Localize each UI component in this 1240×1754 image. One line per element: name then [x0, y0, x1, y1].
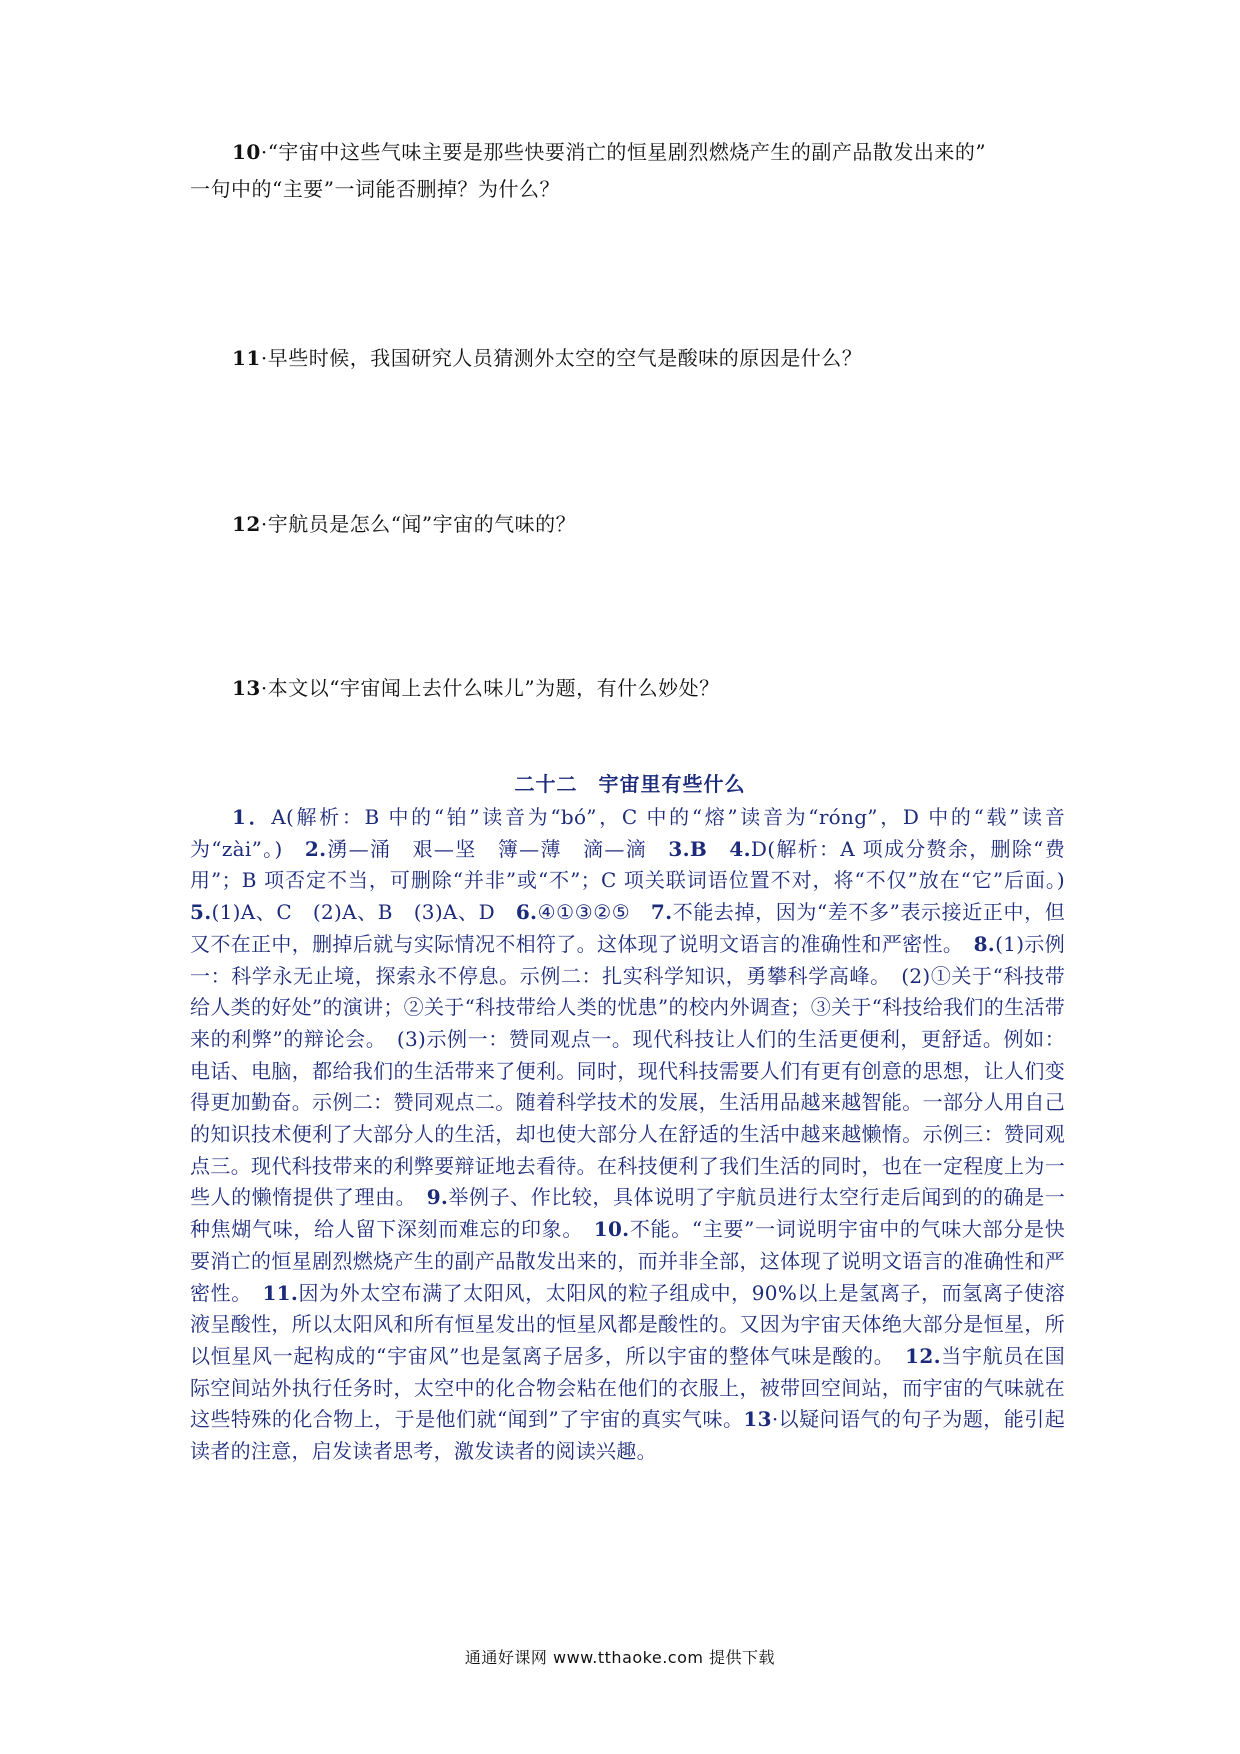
answer-label: 3.B	[668, 836, 730, 861]
question-text: “宇宙中这些气味主要是那些快要消亡的恒星剧烈燃烧产生的副产品散发出来的”	[267, 140, 987, 164]
answer-block	[190, 802, 1086, 1468]
answer-label: 1．	[232, 805, 272, 829]
question-10-line2: 一句中的“主要”一词能否删掉？为什么？	[190, 177, 560, 201]
footer-source: 通通好课网 www.tthaoke.com 提供下载	[464, 1648, 776, 1667]
answer-3	[668, 837, 729, 861]
answer-label: 11.	[262, 1280, 299, 1305]
answer-label: 13	[743, 1407, 772, 1432]
answer-label: 6.	[515, 900, 538, 925]
question-separator: ·	[260, 676, 268, 700]
question-11-line1	[190, 340, 1070, 377]
answer-label: 5.	[190, 900, 212, 925]
answer-5	[190, 900, 516, 924]
question-text: 早些时候，我国研究人员猜测外太空的空气是酸味的原因是什么？	[267, 346, 863, 370]
answer-label: 7.	[650, 900, 673, 925]
answer-text: ·以疑问语气的句子为题，能引起读者的注意，启发读者思考，激发读者的阅读兴趣。	[190, 1407, 1065, 1464]
answer-text: 不能去掉，因为“差不多”表示接近正中，但又不在正中，删掉后就与实际情况不相符了。这体现了说明文语言的准确性和严密性。	[190, 900, 1066, 956]
question-text: 宇航员是怎么“闻”宇宙的气味的？	[267, 512, 577, 536]
answer-text: 不能。“主要”一词说明宇宙中的气味大部分是快要消亡的恒星剧烈燃烧产生的副产品散发出来的，而并非全部，这体现了说明文语言的准确性和严密性。	[190, 1217, 1065, 1305]
question-number: 11	[232, 346, 261, 370]
answer-8	[190, 932, 1065, 1210]
answer-6	[516, 900, 651, 924]
answer-text: (1)示例一：科学永无止境，探索永不停息。示例二：扎实科学知识，勇攀科学高峰。 (2)①关于“科技带给人类的好处”的演讲；②关于“科技带给人类的忧患”的校内外调查；③关于“科技给我们的生活带来的利弊”的辩论会。 (3)示例一：赞同观点一。现代科技让人们的生活更便利，更舒适。例如：电话、电脑，都给我们的生活带来了便利。同时，现代科技需要人们有更有创意的思想，让人们变得更加勤奋。示例二：赞同观点二。随着科学技术的发展，生活用品越来越智能。一部分人用自己的知识技术便利了大部分人的生活，却也使大部分人在舒适的生活中越来越懒惰。示例三：赞同观点三。现代科技带来的利弊要辩证地去看待。在科技便利了我们生活的同时，也在一定程度上为一些人的懒惰提供了理由。	[190, 931, 1065, 1210]
answer-text: (1)A、C (2)A、B (3)A、D	[211, 900, 516, 925]
question-13	[190, 670, 1070, 707]
answer-label: 4.	[729, 836, 751, 861]
question-separator: ·	[260, 346, 268, 370]
answer-label: 12.	[905, 1343, 941, 1368]
answer-text: D(解析：A 项成分赘余，删除“费用”；B 项否定不当，可删除“并非”或“不”；C 项关联词语位置不对，将“不仅”放在“它”后面。)	[190, 836, 1086, 893]
answer-2	[305, 837, 669, 861]
answer-text: 湧—涌 艰—坚 簿—薄 滴—滴	[326, 836, 669, 861]
question-10	[190, 134, 1070, 208]
answer-label: 8.	[973, 931, 996, 956]
question-10-line1	[190, 134, 1070, 171]
answer-text: 举例子、作比较，具体说明了宇航员进行太空行走后闻到的的确是一种焦煳气味，给人留下深刻而难忘的印象。	[190, 1185, 1065, 1242]
answer-text: ④①③②⑤	[537, 900, 651, 925]
question-number: 10	[232, 140, 261, 164]
question-11	[190, 340, 1070, 377]
answer-label: 9.	[426, 1185, 449, 1210]
question-13-line1	[190, 670, 1070, 707]
question-number: 12	[232, 512, 261, 536]
answer-label: 10.	[593, 1217, 630, 1242]
answer-text: A(解析：B 中的“铂”读音为“bó”，C 中的“熔”读音为“róng”，D 中的“载”读音为“zài”。)	[190, 805, 1065, 861]
question-text: 本文以“宇宙闻上去什么味儿”为题，有什么妙处？	[267, 676, 720, 700]
question-number: 13	[232, 676, 261, 700]
section-title: 二十二 宇宙里有些什么	[514, 772, 746, 796]
answer-label: 2.	[304, 836, 327, 861]
question-separator: ·	[260, 512, 268, 536]
answer-text: 当宇航员在国际空间站外执行任务时，太空中的化合物会粘在他们的衣服上，被带回空间站，而宇宙的气味就在这些特殊的化合物上，于是他们就“闻到”了宇宙的真实气味。	[190, 1343, 1065, 1432]
question-12	[190, 506, 1070, 543]
question-separator: ·	[260, 140, 268, 164]
question-12-line1	[190, 506, 1070, 543]
answer-text: 因为外太空布满了太阳风，太阳风的粒子组成中，90%以上是氢离子，而氢离子使溶液呈酸性，所以太阳风和所有恒星发出的恒星风都是酸性的。又因为宇宙天体绝大部分是恒星，所以恒星风一起构成的“宇宙风”也是氢离子居多，所以宇宙的整体气味是酸的。	[190, 1280, 1066, 1368]
